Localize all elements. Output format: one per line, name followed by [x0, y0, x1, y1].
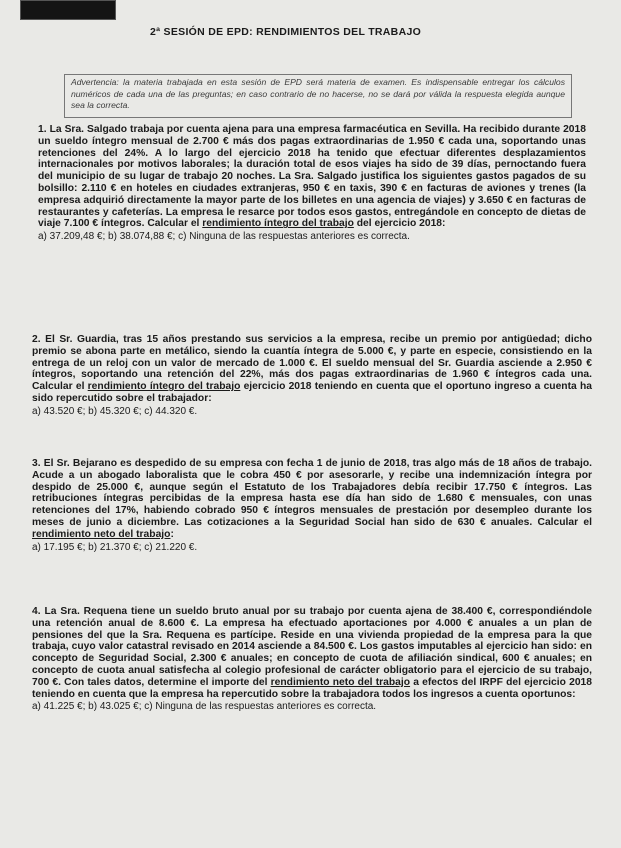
question-1-stem — [38, 124, 586, 230]
question-3-text-end: : — [170, 528, 174, 540]
question-2-text-end: ejercicio 2018 teniendo en cuenta que el oportuno ingreso a cuenta ha sido repercutido sobre el trabajador: — [32, 381, 592, 404]
header-logo — [20, 0, 116, 20]
question-2-stem — [32, 334, 592, 405]
question-3 — [32, 458, 592, 553]
question-3-underlined-concept: rendimiento neto del trabajo — [32, 528, 171, 540]
question-1 — [38, 124, 586, 243]
question-2 — [32, 334, 592, 418]
question-2-underlined-concept: rendimiento íntegro del trabajo — [87, 381, 241, 393]
question-2-options: a) 43.520 €; b) 45.320 €; c) 44.320 €. — [32, 405, 198, 417]
question-1-options: a) 37.209,48 €; b) 38.074,88 €; c) Ninguna de las respuestas anteriores es correcta. — [38, 231, 410, 243]
question-4-stem — [32, 606, 592, 700]
warning-notice: Advertencia: la materia trabajada en esta sesión de EPD será materia de examen. Es indispensable entregar los cálculos numéricos de cada una de las preguntas; en caso contrario de no hacerse, no se dará por válida la respuesta elegida aunque sea la correcta. — [64, 74, 572, 118]
question-4-options: a) 41.225 €; b) 43.025 €; c) Ninguna de las respuestas anteriores es correcta. — [32, 701, 377, 713]
question-1-underlined-concept: rendimiento íntegro del trabajo — [202, 218, 354, 230]
question-4 — [32, 606, 592, 713]
question-1-text: 1. La Sra. Salgado trabaja por cuenta ajena para una empresa farmacéutica en Sevilla. Ha recibido durante 2018 un sueldo íntegro mensual de 2.700 € más dos pagas extraordinarias de 1.950 € cada una, soportando unas retenciones del 24%. A lo largo del ejercicio 2018 ha tenido que efectuar diferentes desplazamientos internacionales por motivos laborales; la duración total de esos viajes ha sido de 39 días, pernoctando fuera del municipio de su lugar de trabajo 20 noches. La Sra. Salgado justifica los siguientes gastos pagados de su bolsillo: 2.110 € en hoteles en ciudades extranjeras, 950 € en taxis, 390 € en facturas de aviones y trenes (la empresa adquirió directamente la mayor parte de los billetes en una agencia de viajes) y 3.650 € en facturas de restaurantes y cafeterías. La empresa le resarce por todos esos gastos, entregándole en concepto de dietas de viaje 7.100 € íntegros. Calcular el — [38, 124, 586, 230]
question-1-text-end: del ejercicio 2018: — [353, 218, 446, 230]
question-2-text: 2. El Sr. Guardia, tras 15 años prestando sus servicios a la empresa, recibe un premio por antigüedad; dicho premio se abona parte en metálico, siendo la cuantía íntegra de 5.000 €, y parte en especie, consistiendo en la entrega de un reloj con un valor de mercado de 1.000 €. El sueldo mensual del Sr. Guardia asciende a 2.950 € íntegros, soportando una retención del 22%, más dos pagas extraordinarias de 1.960 € íntegros cada una. Calcular el — [32, 334, 592, 393]
question-4-underlined-concept: rendimiento neto del trabajo — [270, 676, 411, 688]
question-3-options: a) 17.195 €; b) 21.370 €; c) 21.220 €. — [32, 541, 198, 553]
question-3-text: 3. El Sr. Bejarano es despedido de su empresa con fecha 1 de junio de 2018, tras algo más de 18 años de trabajo. Acude a un abogado laboralista que le cobra 450 € por asesorarle, y recibe una indemnización íntegra por despido de 25.000 €, aunque según el Estatuto de los Trabajadores debía recibir 17.750 € íntegros. Las retribuciones íntegras percibidas de la empresa hasta ese día han sido de 1.680 € mensuales, con unas retenciones del 17%, habiendo cobrado 950 € íntegros mensuales de prestación por desempleo durante los meses de junio a diciembre. Las cotizaciones a la Seguridad Social han sido de 630 € anuales. Calcular el — [32, 458, 592, 528]
question-3-stem — [32, 458, 592, 541]
question-4-text-end: a efectos del IRPF del ejercicio 2018 teniendo en cuenta que la empresa ha repercutido sobre la trabajadora todos los ingresos a cuenta oportunos: — [32, 676, 593, 700]
question-4-text: 4. La Sra. Requena tiene un sueldo bruto anual por su trabajo por cuenta ajena de 38.400 €, correspondiéndole una retención anual de 8.600 €. La empresa ha efectuado aportaciones por 4.000 € anuales a un plan de pensiones del que la Sra. Requena es partícipe. Reside en una vivienda propiedad de la empresa para la que trabaja, cuyo valor catastral revisado en 2014 asciende a 84.500 €. Los gastos imputables al ejercicio han sido: en concepto de Seguridad Social, 2.300 € anuales; en concepto de cuota de afiliación sindical, 600 € anuales; en concepto de cuota anual satisfecha al colegio profesional de carácter obligatorio para el ejercicio de su trabajo, 700 €. Con tales datos, determine el importe del — [32, 606, 592, 688]
page-title: 2ª SESIÓN DE EPD: RENDIMIENTOS DEL TRABAJO — [150, 26, 422, 38]
